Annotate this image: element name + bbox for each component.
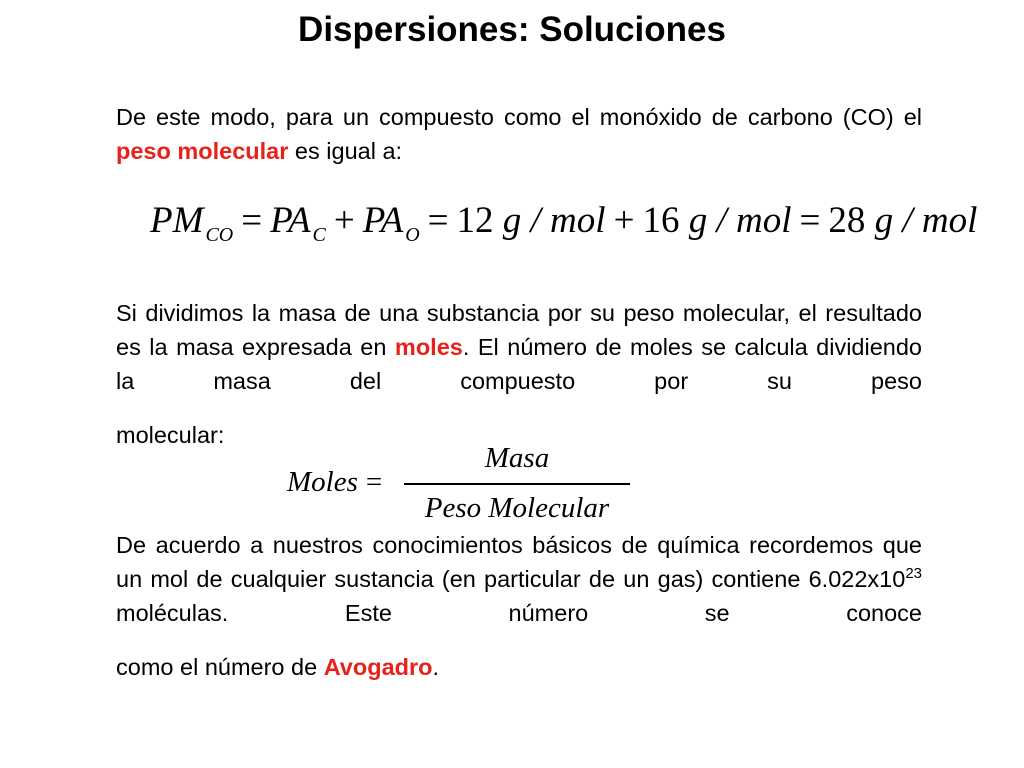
highlight-peso-molecular: peso molecular [116,138,289,164]
fraction-numerator: Masa [484,442,550,474]
unit-g-mol: g / mol [874,200,978,241]
page-title: Dispersiones: Soluciones [298,10,726,49]
value-12: 12 [456,200,494,241]
value-28: 28 [828,200,866,241]
fraction-bar [404,483,630,485]
pa-c-subscript: C [312,224,326,246]
highlight-avogadro: Avogadro [323,654,433,680]
pa-c-symbol: PA [270,200,311,241]
avogadro-lead: como el número de [116,654,324,680]
fraction-denominator: Peso Molecular [424,492,610,524]
equals-sign: = [799,200,821,241]
paragraph-moles-tail: . El número de moles se calcula dividiendo la masa del compuesto por su peso [116,334,923,394]
avogadro-period: . [432,654,440,680]
paragraph-moles-text: Si dividimos la masa de una substancia por su peso molecular, el resultado es la masa expresada en [116,300,922,360]
pa-o-subscript: O [405,224,420,246]
exponent: 23 [905,565,922,582]
paragraph-moles-last-line: molecular: [116,422,225,448]
moles-symbol: Moles [287,466,358,498]
paragraph-avogadro-tail: moléculas. Este número se conoce [116,600,922,626]
paragraph-moles [116,296,922,398]
paragraph-intro [116,100,922,168]
pm-subscript: CO [205,224,234,246]
highlight-moles: moles [394,334,463,360]
pa-o-symbol: PA [362,200,404,241]
plus-sign: + [333,200,355,241]
value-16: 16 [642,200,680,241]
unit-g-mol: g / mol [502,200,606,241]
equals-sign: = [427,200,449,241]
paragraph-intro-text: De este modo, para un compuesto como el monóxido de carbono (CO) el [116,104,922,130]
paragraph-avogadro [116,528,922,630]
equals-sign: = [365,466,383,498]
paragraph-avogadro-text: De acuerdo a nuestros conocimientos básicos de química recordemos que un mol de cualquier sustancia (en particular de un gas) contiene 6.022x10 [116,532,922,592]
plus-sign: + [613,200,635,241]
equation-molecular-weight [150,196,977,260]
pm-symbol: PM [150,200,204,241]
equals-sign: = [241,200,263,241]
paragraph-avogadro-last-line [116,650,922,684]
moles-lhs [287,466,382,499]
paragraph-intro-tail: es igual a: [288,138,403,164]
unit-g-mol: g / mol [688,200,792,241]
